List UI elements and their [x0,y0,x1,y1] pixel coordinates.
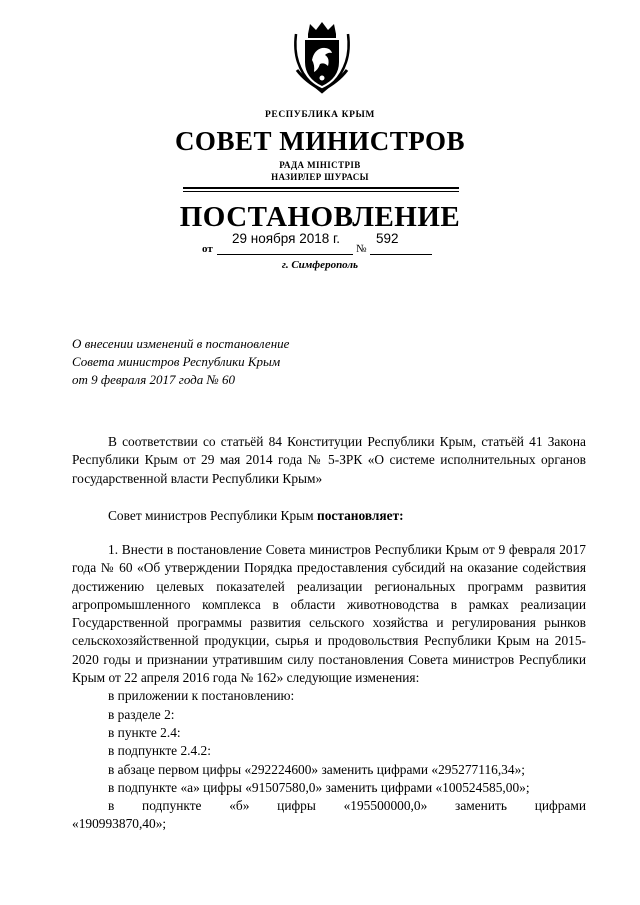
document-type-heading: ПОСТАНОВЛЕНИЕ [179,201,461,233]
date-from-label: от [202,243,213,255]
council-title-ukrainian: РАДА МІНІСТРІВ [279,160,361,170]
decree-subject [72,335,289,389]
decides-paragraph [72,507,586,525]
decides-verb: постановляет: [316,508,404,523]
list-item-last-line-1: в подпункте «б» цифры «195500000,0» заменить цифрами [108,798,586,814]
subject-line-2: Совета министров Республики Крым [72,354,281,369]
decides-prefix: Совет министров Республики Крым [108,508,317,523]
date-underline [217,254,353,255]
operative-part [72,541,586,834]
list-item: в абзаце первом цифры «292224600» заменить цифрами «295277116,34»; [108,761,525,777]
date-number-line [202,231,442,258]
republic-name: РЕСПУБЛИКА КРЫМ [265,110,375,120]
list-item: в подпункте 2.4.2: [108,743,211,759]
header-divider-thick [183,187,459,189]
number-label: № [356,243,367,255]
number-underline [370,254,432,255]
subject-line-3: от 9 февраля 2017 года № 60 [72,372,235,387]
point-1-paragraph: 1. Внести в постановление Совета министров Республики Крым от 9 февраля 2017 года № 60 «Об утверждении Порядка предоставления субсидий на оказание содействия достижению целевых показателей реализации региональных программ развития агропромышленного комплекса в области животноводства в рамках реализации Государственной программы развития сельского хозяйства и регулирования рынков сельскохозяйственной продукции, сырья и продовольствия Республики Крым на 2015-2020 годы и признании утратившим силу постановления Совета министров Республики Крым от 22 апреля 2016 года № 162» следующие изменения: [72,542,586,686]
council-title: СОВЕТ МИНИСТРОВ [174,126,466,156]
city-name: г. Симферополь [281,259,359,271]
subject-line-1: О внесении изменений в постановление [72,336,290,351]
list-item: в подпункте «а» цифры «91507580,0» заменить цифрами «100524585,00»; [108,779,530,795]
council-title-crimean-tatar: НАЗИРЛЕР ШУРАСЫ [271,172,369,182]
list-item-last-line-2: «190993870,40»; [72,816,167,832]
decree-date: 29 ноября 2018 г. [232,231,340,246]
list-item: в приложении к постановлению: [108,688,295,704]
preamble-paragraph: В соответствии со статьёй 84 Конституции Республики Крым, статьёй 41 Закона Республики Крым от 29 мая 2014 года № 5-ЗРК «О системе исполнительных органов государственной власти Республики Крым» [72,434,586,486]
list-item: в пункте 2.4: [108,724,181,740]
crimea-coat-of-arms-icon [292,20,352,94]
list-item: в разделе 2: [108,706,175,722]
header-divider-thin [183,191,459,192]
decree-number: 592 [376,231,399,246]
